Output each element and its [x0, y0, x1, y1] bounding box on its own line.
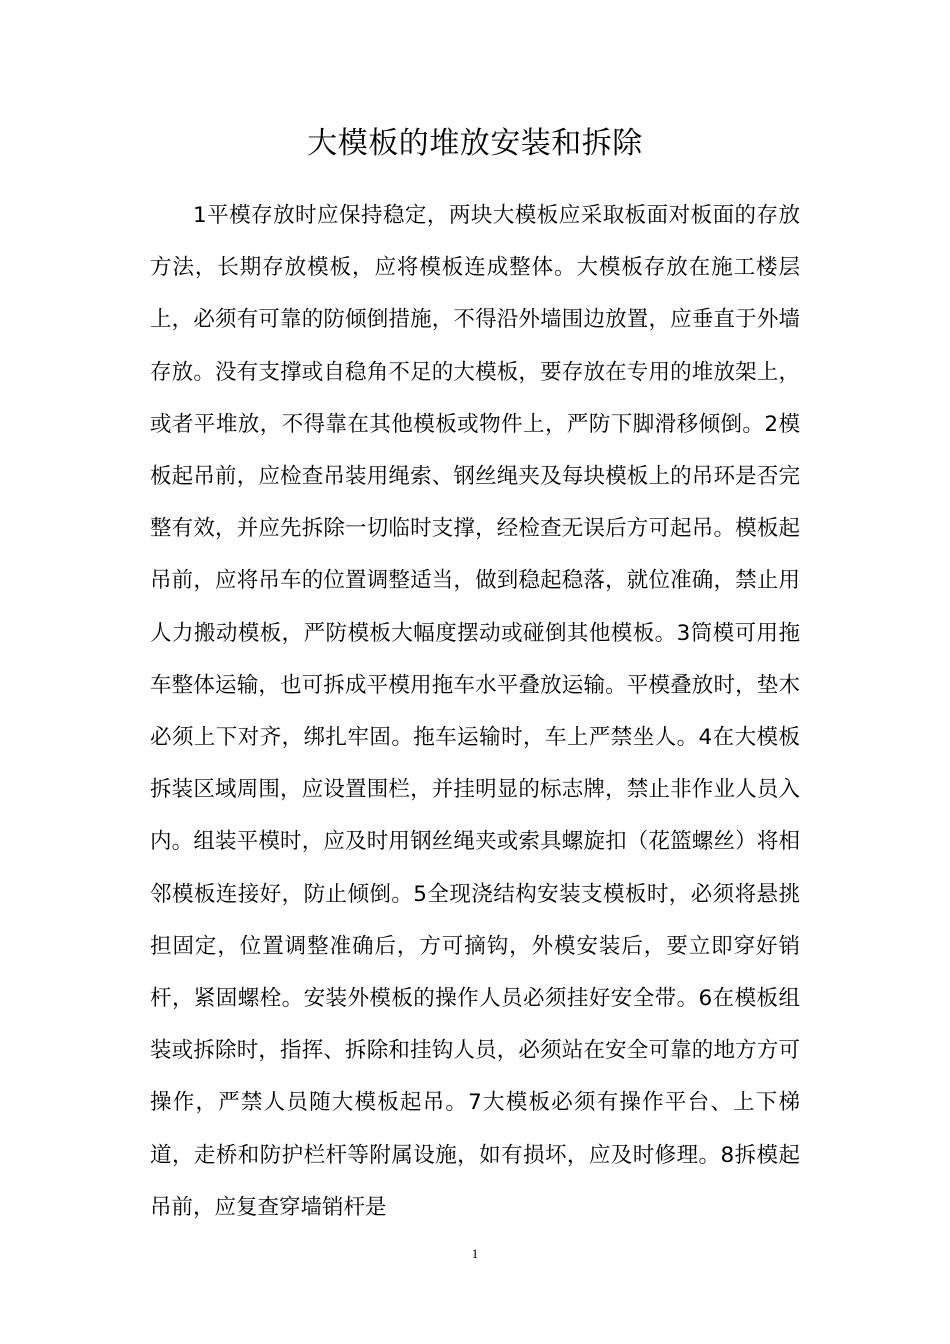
page-title: 大模板的堆放安装和拆除 [307, 126, 643, 161]
body-paragraph: 1平模存放时应保持稳定，两块大模板应采取板面对板面的存放方法，长期存放模板，应将模板连成整体。大模板存放在施工楼层上，必须有可靠的防倾倒措施，不得沿外墙围边放置，应垂直于外墙存放。没有支撑或自稳角不足的大模板，要存放在专用的堆放架上，或者平堆放，不得靠在其他模板或物件上，严防下脚滑移倾倒。2模板起吊前，应检查吊装用绳索、钢丝绳夹及每块模板上的吊环是否完整有效，并应先拆除一切临时支撑，经检查无误后方可起吊。模板起吊前，应将吊车的位置调整适当，做到稳起稳落，就位准确，禁止用人力搬动模板，严防模板大幅度摆动或碰倒其他模板。3筒模可用拖车整体运输，也可拆成平模用拖车水平叠放运输。平模叠放时，垫木必须上下对齐，绑扎牢固。拖车运输时，车上严禁坐人。4在大模板拆装区域周围，应设置围栏，并挂明显的标志牌，禁止非作业人员入内。组装平模时，应及时用钢丝绳夹或索具螺旋扣（花篮螺丝）将相邻模板连接好，防止倾倒。5全现浇结构安装支模板时，必须将悬挑担固定，位置调整准确后，方可摘钩，外模安装后，要立即穿好销杆，紧固螺栓。安装外模板的操作人员必须挂好安全带。6在模板组装或拆除时，指挥、拆除和挂钩人员，必须站在安全可靠的地方方可操作，严禁人员随大模板起吊。7大模板必须有操作平台、上下梯道，走桥和防护栏杆等附属设施，如有损坏，应及时修理。8拆模起吊前，应复查穿墙销杆是 [150, 203, 800, 1220]
page-number: 1 [471, 1246, 479, 1261]
